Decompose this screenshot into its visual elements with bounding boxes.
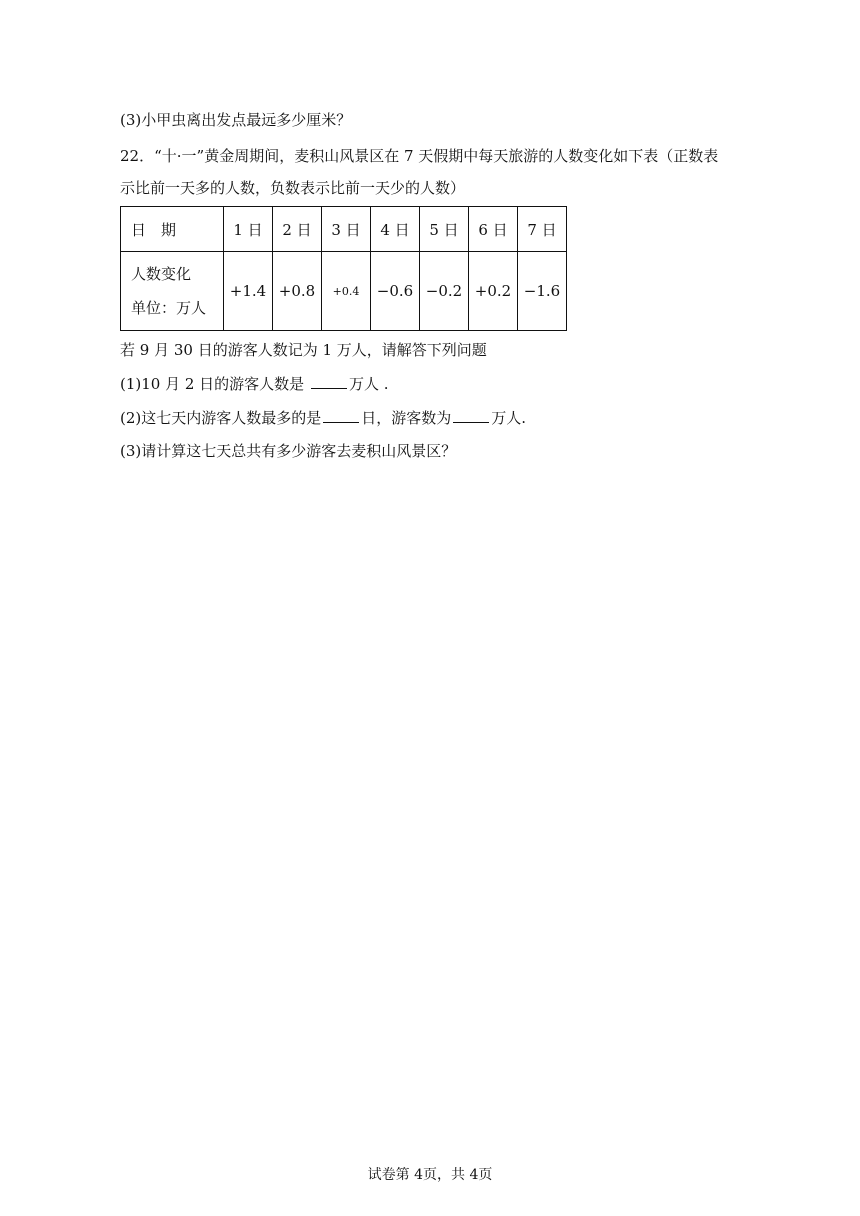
table-cell-change: −0.2 <box>420 252 469 331</box>
question-22-part-2-text-a: (2)这七天内游客人数最多的是 <box>120 409 322 427</box>
question-22-part-1-text-b: 万人 . <box>348 375 389 393</box>
table-cell-change: +0.2 <box>469 252 518 331</box>
answer-blank[interactable] <box>453 408 489 423</box>
table-cell-change: +1.4 <box>224 252 273 331</box>
table-cell-day: 5 日 <box>420 207 469 252</box>
page-footer: 试卷第 4页，共 4页 <box>367 1167 493 1183</box>
table-cell-day: 3 日 <box>322 207 371 252</box>
table-row-days <box>121 207 567 252</box>
table-cell-day: 4 日 <box>371 207 420 252</box>
table-cell-change: −0.6 <box>371 252 420 331</box>
question-21-part-3: (3)小甲虫离出发点最远多少厘米？ <box>120 111 352 129</box>
question-22-part-1-text-a: (1)10 月 2 日的游客人数是 <box>120 375 309 393</box>
table-header-change-line-2: 单位：万人 <box>131 299 207 317</box>
question-22-part-2 <box>120 408 526 428</box>
table-header-change-line-1: 人数变化 <box>131 265 192 283</box>
table-cell-change: −1.6 <box>518 252 567 331</box>
table-cell-day: 2 日 <box>273 207 322 252</box>
question-22-part-2-text-c: 万人. <box>491 409 527 427</box>
visitor-change-table <box>120 206 567 331</box>
answer-blank[interactable] <box>323 408 359 423</box>
question-22-part-3: (3)请计算这七天总共有多少游客去麦积山风景区？ <box>120 442 457 460</box>
question-22-given: 若 9 月 30 日的游客人数记为 1 万人，请解答下列问题 <box>120 341 487 359</box>
table-cell-day: 1 日 <box>224 207 273 252</box>
answer-blank[interactable] <box>311 374 347 389</box>
question-22-part-1 <box>120 374 389 394</box>
table-cell-change: +0.4 <box>322 252 371 331</box>
question-22-intro-line-2: 示比前一天多的人数，负数表示比前一天少的人数） <box>120 179 466 197</box>
table-header-change <box>121 252 224 331</box>
table-row-changes <box>121 252 567 331</box>
table-cell-day: 6 日 <box>469 207 518 252</box>
question-22-part-2-text-b: 日，游客数为 <box>361 409 452 427</box>
table-header-date: 日 期 <box>121 207 224 252</box>
table-cell-day: 7 日 <box>518 207 567 252</box>
table-cell-change: +0.8 <box>273 252 322 331</box>
question-22-intro-line-1: 22．“十·一”黄金周期间，麦积山风景区在 7 天假期中每天旅游的人数变化如下表（正数表 <box>120 147 719 165</box>
